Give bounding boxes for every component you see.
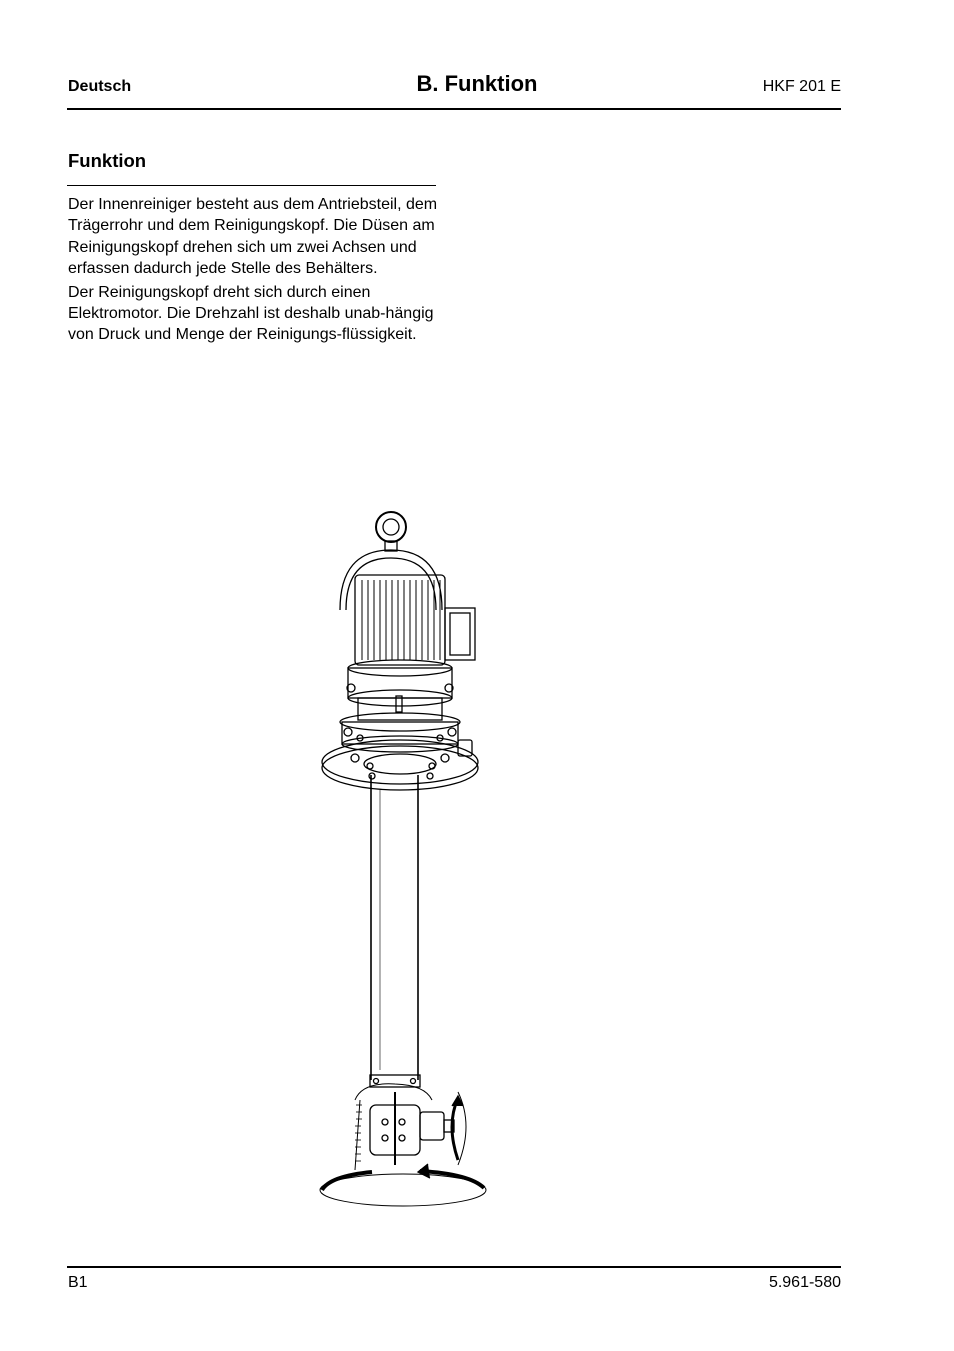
document-number: 5.961-580 bbox=[768, 1274, 841, 1291]
lifting-eye-icon bbox=[376, 512, 406, 542]
page-number: B1 bbox=[68, 1274, 88, 1291]
page-section-title: B. Funktion bbox=[416, 71, 538, 96]
paragraph-1: Der Innenreiniger besteht aus dem Antriebsteil, dem Trägerrohr und dem Reinigungskopf. Die Düsen am Reinigungskopf drehen sich um zwei Achsen und erfassen dadurch jede Stelle des Behälters. bbox=[68, 196, 438, 278]
section-divider bbox=[67, 185, 436, 186]
header-model: HKF 201 E bbox=[762, 78, 841, 95]
horizontal-rotation-arrow-icon bbox=[322, 1172, 372, 1190]
tank-cleaner-illustration bbox=[300, 500, 620, 1220]
paragraph-2: Der Reinigungskopf dreht sich durch einen Elektromotor. Die Drehzahl ist deshalb unab-hängig von Druck und Menge der Reinigungs-flüssigkeit. bbox=[68, 283, 434, 344]
header-divider bbox=[67, 108, 841, 110]
header-language: Deutsch bbox=[68, 78, 132, 95]
section-heading: Funktion bbox=[68, 150, 147, 171]
vertical-rotation-arrow-icon bbox=[452, 1098, 458, 1160]
body-text bbox=[68, 194, 440, 348]
footer-divider bbox=[67, 1266, 841, 1268]
